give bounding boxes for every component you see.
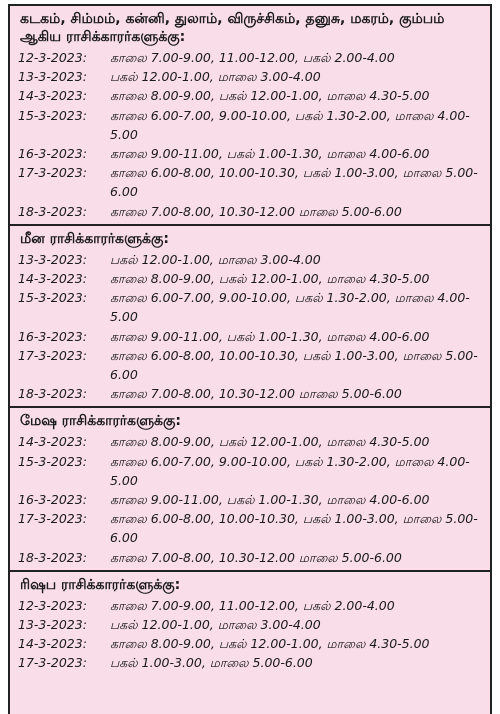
timing-row [10,432,490,451]
timing-slots: காலை 9.00-11.00, பகல் 1.00-1.30, மாலை 4.00-6.00 [110,492,430,508]
timing-slots: காலை 6.00-8.00, 10.00-10.30, பகல் 1.00-3.00, மாலை 5.00-6.00 [110,165,478,200]
timing-date: 17-3-2023: [18,655,87,671]
timing-date: 18-3-2023: [18,203,87,219]
timing-row [10,634,490,653]
timing-date: 13-3-2023: [18,617,87,633]
timing-slots: காலை 9.00-11.00, பகல் 1.00-1.30, மாலை 4.00-6.00 [110,146,430,162]
timing-slots: காலை 7.00-8.00, 10.30-12.00 மாலை 5.00-6.00 [110,386,402,402]
timing-date: 16-3-2023: [18,146,87,162]
timing-row [10,288,490,326]
timing-row [10,269,490,288]
timing-date: 18-3-2023: [18,549,87,565]
timing-slots: காலை 7.00-8.00, 10.30-12.00 மாலை 5.00-6.00 [110,203,402,219]
timing-row [10,106,490,144]
timing-row [10,653,490,672]
section-heading: கடகம், சிம்மம், கன்னி, துலாம், விருச்சிகம், தனுசு, மகரம், கும்பம் ஆகிய ராசிக்காரர்களுக்கு: [20,11,445,45]
timing-slots: பகல் 12.00-1.00, மாலை 3.00-4.00 [110,69,321,85]
timing-date: 16-3-2023: [18,328,87,344]
timing-row [10,163,490,201]
timing-row [10,509,490,547]
rasi-section [10,408,490,571]
timing-slots: காலை 6.00-7.00, 9.00-10.00, பகல் 1.30-2.00, மாலை 4.00-5.00 [110,107,470,142]
timing-row [10,548,490,567]
timing-slots: பகல் 12.00-1.00, மாலை 3.00-4.00 [110,617,321,633]
section-heading: ரிஷப ராசிக்காரர்களுக்கு: [20,576,181,593]
timing-date: 18-3-2023: [18,386,87,402]
timing-slots: காலை 6.00-8.00, 10.00-10.30, பகல் 1.00-3.00, மாலை 5.00-6.00 [110,347,478,383]
timing-row [10,86,490,105]
timing-date: 16-3-2023: [18,492,87,508]
timing-date: 13-3-2023: [18,251,87,267]
timing-row [10,202,490,221]
timing-slots: காலை 7.00-9.00, 11.00-12.00, பகல் 2.00-4.00 [110,50,395,65]
timing-row [10,48,490,67]
timing-slots: காலை 8.00-9.00, பகல் 12.00-1.00, மாலை 4.30-5.00 [110,88,430,104]
timing-date: 17-3-2023: [18,347,87,363]
timing-date: 12-3-2023: [18,50,87,65]
timing-slots: காலை 6.00-7.00, 9.00-10.00, பகல் 1.30-2.00, மாலை 4.00-5.00 [110,290,470,325]
horoscope-timings-panel [8,4,492,714]
timing-row [10,67,490,86]
timing-slots: காலை 6.00-8.00, 10.00-10.30, பகல் 1.00-3.00, மாலை 5.00-6.00 [110,511,478,546]
timing-date: 15-3-2023: [18,290,87,306]
timing-row [10,452,490,490]
timing-slots: காலை 8.00-9.00, பகல் 12.00-1.00, மாலை 4.30-5.00 [110,271,430,287]
timing-row [10,346,490,384]
timing-date: 12-3-2023: [18,597,87,613]
timing-row [10,144,490,163]
timing-date: 14-3-2023: [18,88,87,104]
timing-slots: பகல் 1.00-3.00, மாலை 5.00-6.00 [110,655,313,671]
section-heading: மேஷ ராசிக்காரர்களுக்கு: [20,413,181,430]
rasi-section [10,572,490,676]
timing-date: 14-3-2023: [18,636,87,652]
section-heading: மீன ராசிக்காரர்களுக்கு: [20,230,169,247]
timing-slots: காலை 7.00-9.00, 11.00-12.00, பகல் 2.00-4.00 [110,597,395,613]
timing-row [10,490,490,509]
timing-row [10,615,490,634]
timing-row [10,596,490,615]
rasi-section [10,226,490,409]
timing-row [10,250,490,269]
timing-date: 15-3-2023: [18,107,87,123]
timing-date: 13-3-2023: [18,69,87,85]
timing-slots: காலை 7.00-8.00, 10.30-12.00 மாலை 5.00-6.00 [110,549,402,565]
timing-row [10,327,490,346]
timing-slots: காலை 8.00-9.00, பகல் 12.00-1.00, மாலை 4.30-5.00 [110,636,430,652]
timing-slots: காலை 9.00-11.00, பகல் 1.00-1.30, மாலை 4.00-6.00 [110,328,430,344]
timing-date: 15-3-2023: [18,453,87,469]
rasi-section [10,6,490,226]
timing-slots: காலை 6.00-7.00, 9.00-10.00, பகல் 1.30-2.00, மாலை 4.00-5.00 [110,453,470,488]
timing-slots: பகல் 12.00-1.00, மாலை 3.00-4.00 [110,251,321,267]
timing-slots: காலை 8.00-9.00, பகல் 12.00-1.00, மாலை 4.30-5.00 [110,434,430,450]
timing-row [10,384,490,403]
timing-date: 17-3-2023: [18,165,87,181]
timing-date: 17-3-2023: [18,511,87,527]
timing-date: 14-3-2023: [18,271,87,287]
timing-date: 14-3-2023: [18,434,87,450]
